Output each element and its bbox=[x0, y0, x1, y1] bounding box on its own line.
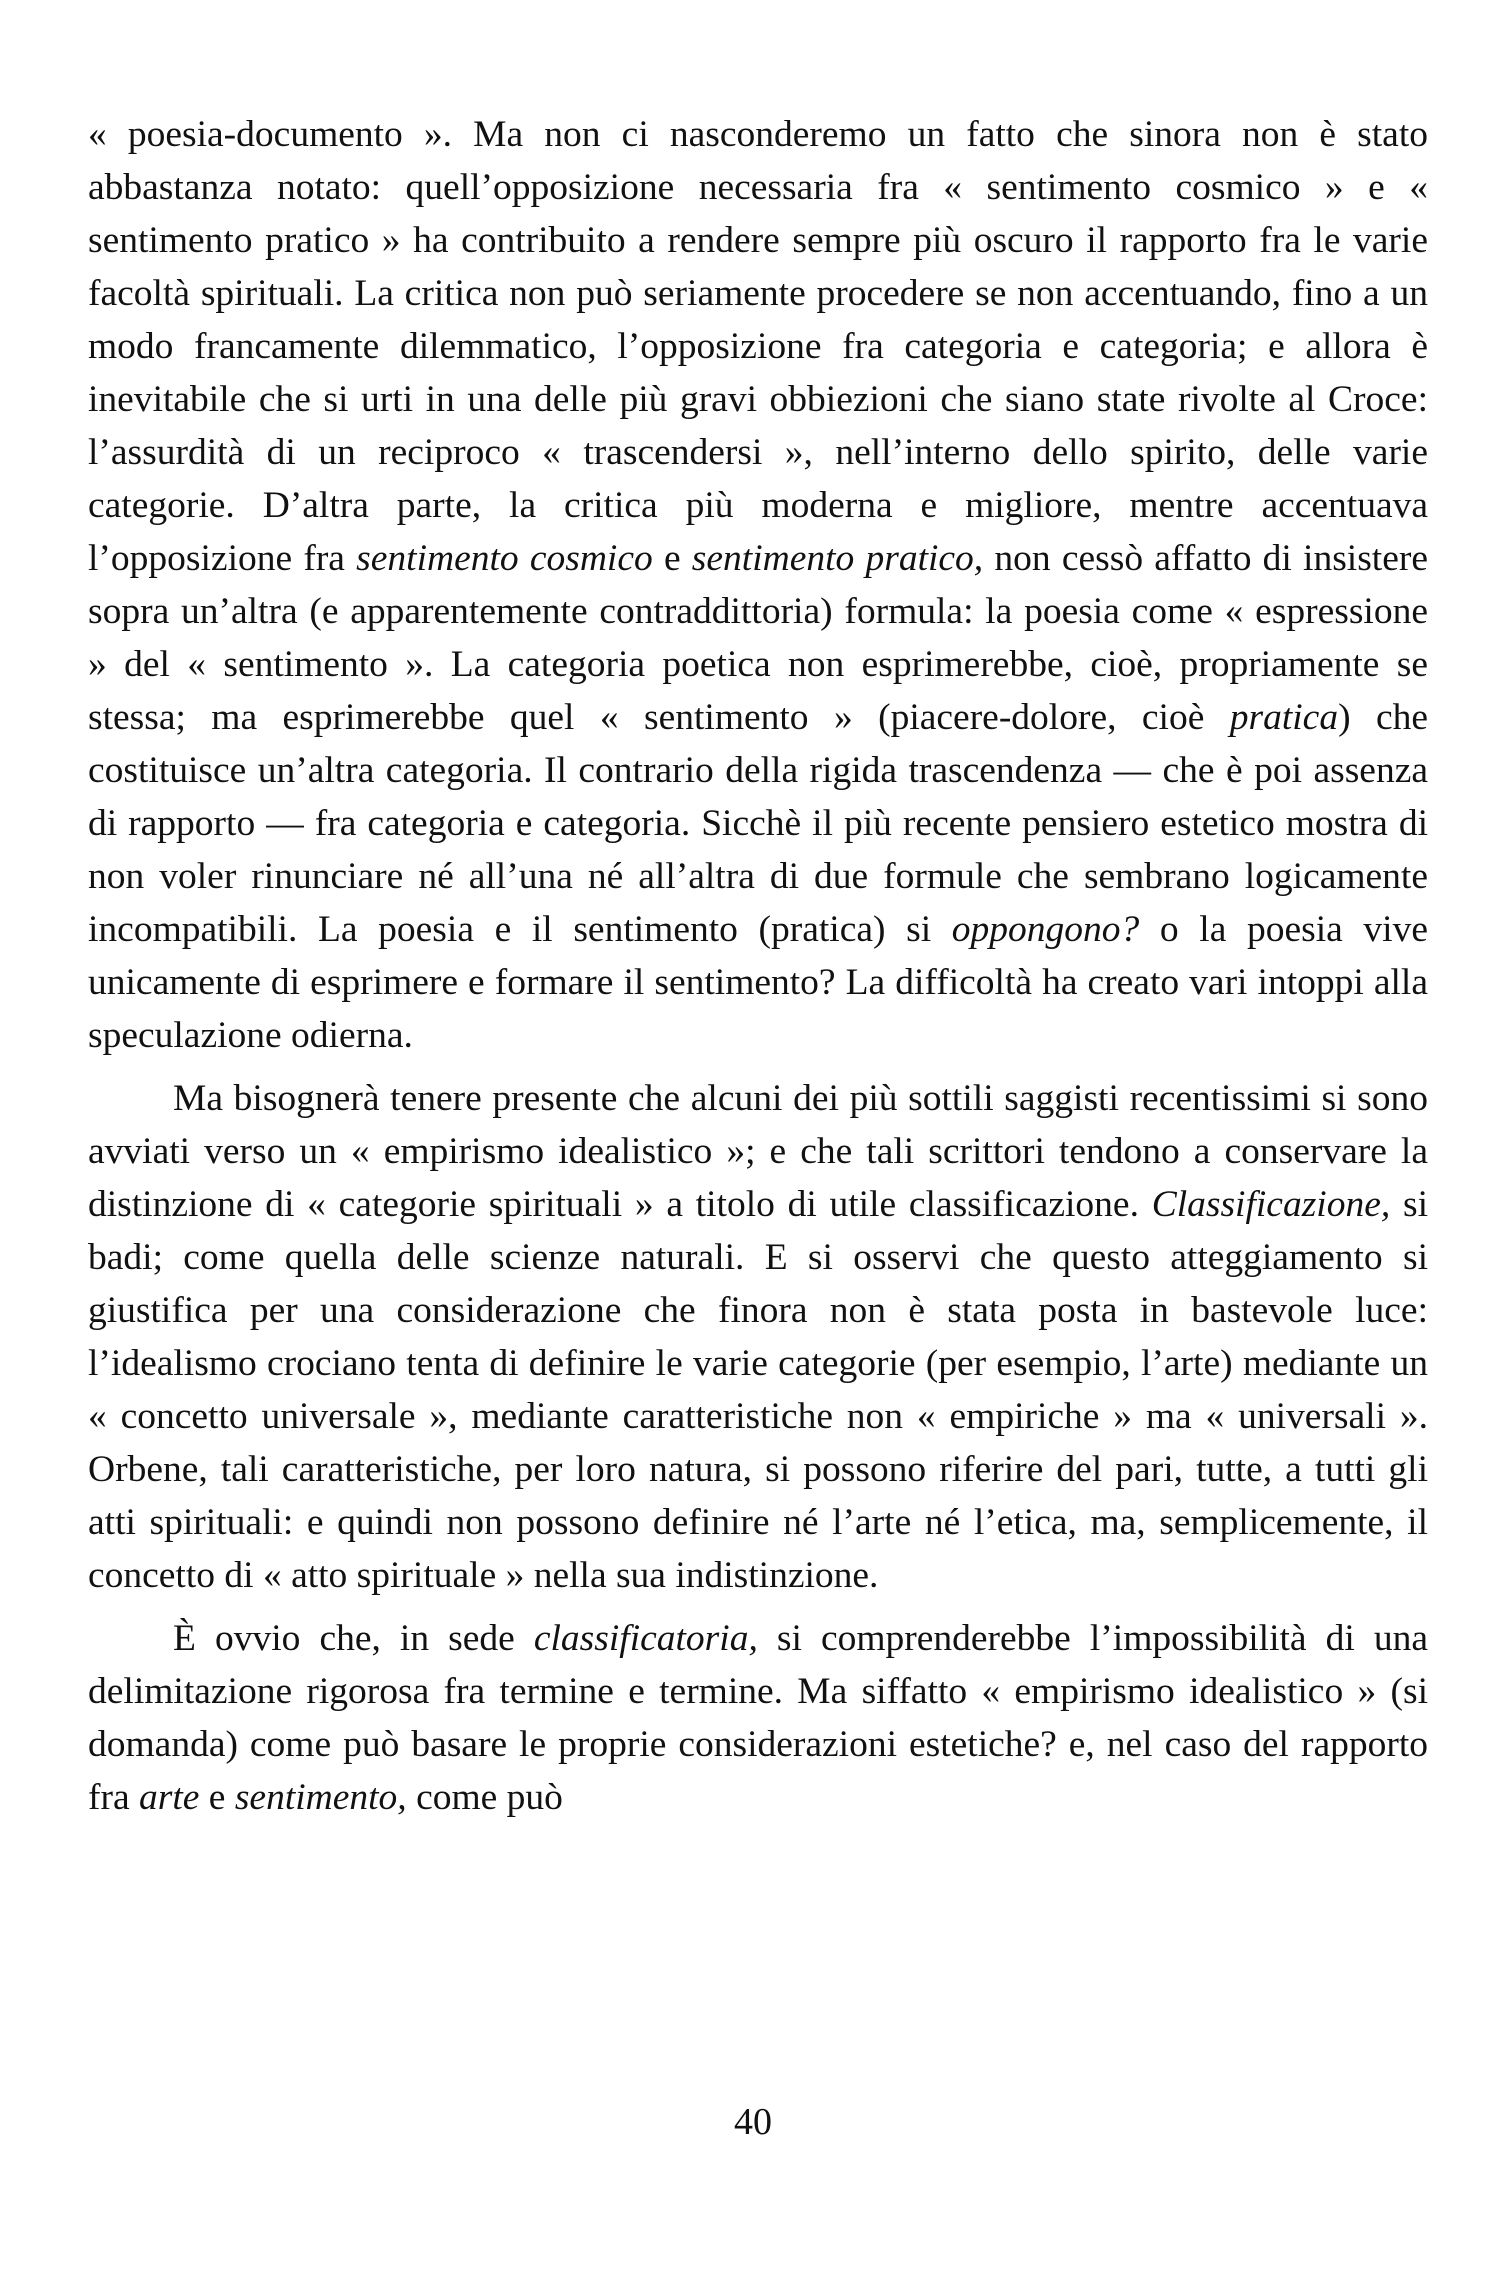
text-segment: e bbox=[652, 538, 692, 579]
italic-segment: sentimento, bbox=[234, 1777, 407, 1818]
paragraph-2 bbox=[88, 1072, 1428, 1602]
text-segment: « poesia-documento ». Ma non ci nasconderemo un fatto che sinora non è stato abbastanza notato: quell’opposizione necessaria fra « sentimento cosmico » e « sentimento pratico » ha contribuito a rendere sempre più oscuro il rapporto fra le varie facoltà spirituali. La critica non può seriamente procedere se non accentuando, fino a un modo francamente dilemmatico, l’opposizione fra categoria e categoria; e allora è inevitabile che si urti in una delle più gravi obbiezioni che siano state rivolte al Croce: l’assurdità di un reciproco « trascendersi », nell’interno dello spirito, delle varie categorie. D’altra parte, la critica più moderna e migliore, mentre accentuava l’opposizione fra bbox=[88, 114, 1428, 579]
italic-segment: sentimento cosmico bbox=[356, 538, 653, 579]
italic-segment: oppongono? bbox=[951, 909, 1140, 950]
text-segment: e bbox=[199, 1777, 235, 1818]
italic-segment: classificatoria, bbox=[533, 1618, 758, 1659]
paragraph-1 bbox=[88, 108, 1428, 1062]
text-segment: come può bbox=[406, 1777, 563, 1818]
text-segment: si badi; come quella delle scienze naturali. E si osservi che questo atteggiamento si giustifica per una considerazione che finora non è stata posta in bastevole luce: l’idealismo crociano tenta di definire le varie categorie (per esempio, l’arte) mediante un « concetto universale », mediante caratteristiche non « empiriche » ma « universali ». Orbene, tali caratteristiche, per loro natura, si possono riferire del pari, tutte, a tutti gli atti spirituali: e quindi non possono definire né l’arte né l’etica, ma, semplicemente, il concetto di « atto spirituale » nella sua indistinzione. bbox=[88, 1184, 1428, 1596]
paragraph-3 bbox=[88, 1612, 1428, 1824]
text-segment: non cessò affatto di insistere sopra un’altra (e apparentemente contraddittoria) formula: la poesia come « espressione » del « sentimento ». La categoria poetica non esprimerebbe, cioè, propriamente se stessa; ma esprimerebbe quel « sentimento » (piacere-dolore, cioè bbox=[88, 538, 1429, 738]
italic-segment: Classificazione, bbox=[1151, 1184, 1391, 1225]
page-number: 40 bbox=[734, 2101, 772, 2143]
text-segment: si comprenderebbe l’impossibilità di una delimitazione rigorosa fra termine e termine. Ma siffatto « empirismo idealistico » (si domanda) come può basare le proprie considerazioni estetiche? e, nel caso del rapporto fra bbox=[88, 1618, 1428, 1818]
italic-segment: pratica bbox=[1229, 697, 1339, 738]
body-text bbox=[88, 108, 1428, 1824]
italic-segment: sentimento pratico, bbox=[691, 538, 984, 579]
text-segment: o la poesia vive unicamente di esprimere e formare il sentimento? La difficoltà ha creato vari intoppi alla speculazione odierna. bbox=[88, 909, 1428, 1056]
text-segment: È ovvio che, in sede bbox=[173, 1618, 534, 1659]
text-segment: Ma bisognerà tenere presente che alcuni dei più sottili saggisti recentissimi si sono avviati verso un « empirismo idealistico »; e che tali scrittori tendono a conservare la distinzione di « categorie spirituali » a titolo di utile classificazione. bbox=[88, 1078, 1428, 1225]
italic-segment: arte bbox=[139, 1777, 200, 1818]
text-segment: ) che costituisce un’altra categoria. Il contrario della rigida trascendenza — che è poi assenza di rapporto — fra categoria e categoria. Sicchè il più recente pensiero estetico mostra di non voler rinunciare né all’una né all’altra di due formule che sembrano logicamente incompatibili. La poesia e il sentimento (pratica) si bbox=[88, 697, 1429, 950]
